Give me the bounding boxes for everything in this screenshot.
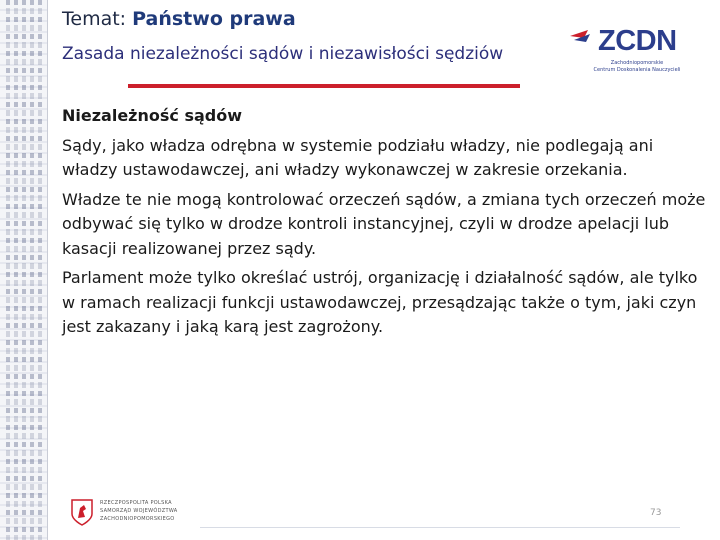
slide-body xyxy=(62,104,712,345)
title-topic: Państwo prawa xyxy=(132,8,296,30)
title-underline xyxy=(128,84,520,88)
regional-logo-line-3: ZACHODNIOPOMORSKIEGO xyxy=(100,516,175,522)
zcdn-logo-wordmark: ZCDN xyxy=(598,25,677,57)
zcdn-logo-tagline-2: Centrum Doskonalenia Nauczycieli xyxy=(593,67,681,73)
body-paragraph-2: Władze te nie mogą kontrolować orzeczeń sądów, a zmiana tych orzeczeń może odbywać się tylko w drodze kontroli instancyjnej, czyli w drodze apelacji lub kasacji realizowanej przez sądy. xyxy=(62,189,706,258)
title-prefix: Temat: xyxy=(62,8,133,30)
zcdn-logo xyxy=(570,25,682,76)
regional-logo-line-1: RZECZPOSPOLITA POLSKA xyxy=(100,500,172,506)
griffin-emblem-icon xyxy=(70,498,94,526)
slide-subtitle: Zasada niezależności sądów i niezawisłości sędziów xyxy=(62,44,504,64)
footer-divider xyxy=(200,527,680,528)
slide-title xyxy=(62,8,296,30)
decorative-side-strip xyxy=(0,0,48,540)
page-number: 73 xyxy=(650,508,662,518)
body-paragraph-1: Sądy, jako władza odrębna w systemie podziału władzy, nie podlegają ani władzy ustawodawczej, ani władzy wykonawczej w zakresie orzekania. xyxy=(62,135,654,179)
section-heading: Niezależność sądów xyxy=(62,106,242,125)
body-paragraph-3: Parlament może tylko określać ustrój, organizację i działalność sądów, ale tylko w ramach realizacji funkcji ustawodawczej, przesądzając także o tym, jaki czyn jest zakazany i jaką karą jest zagrożony. xyxy=(62,268,698,336)
regional-government-text xyxy=(100,499,192,523)
zcdn-logo-tagline xyxy=(592,60,682,74)
regional-logo-line-2: SAMORZĄD WOJEWÓDZTWA xyxy=(100,508,178,514)
zcdn-logo-mark-icon xyxy=(570,30,600,54)
zcdn-logo-tagline-1: Zachodniopomorskie xyxy=(610,60,664,66)
regional-government-logo xyxy=(70,496,190,530)
